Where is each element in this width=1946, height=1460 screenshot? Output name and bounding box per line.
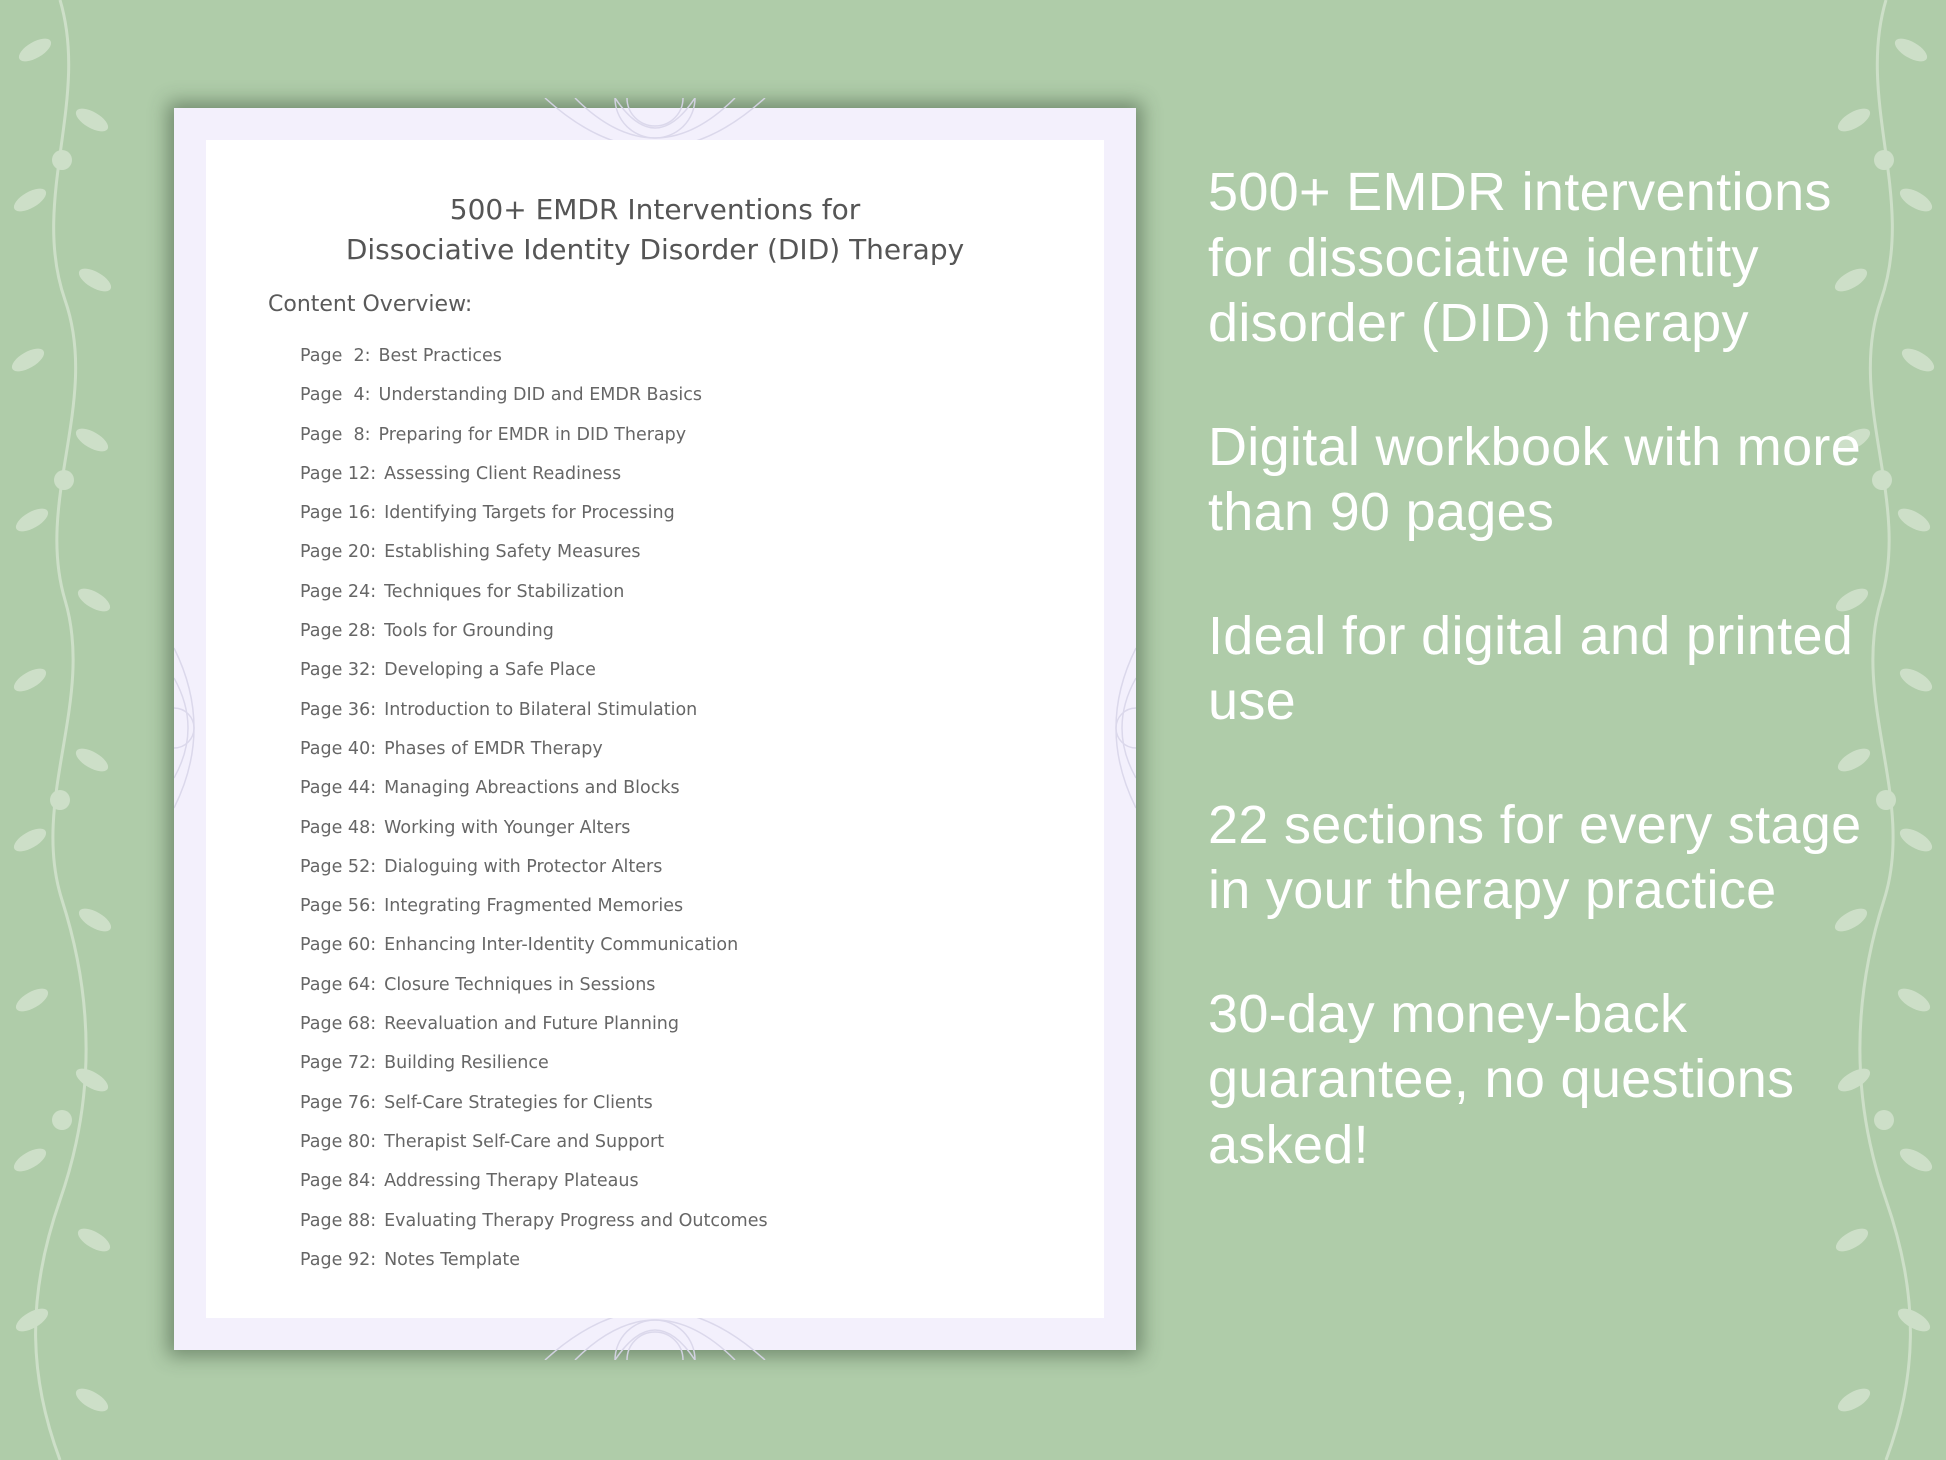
feature-list [1208, 160, 1908, 1236]
toc-page-number: Page 16: [300, 503, 377, 524]
document-title-line-1: 500+ EMDR Interventions for [449, 193, 861, 226]
toc-page-number: Page 24: [300, 581, 377, 602]
toc-item [300, 817, 768, 856]
feature-text: 500+ EMDR interventions for dissociative identity disorder (DID) therapy [1208, 162, 1832, 353]
document-title [206, 190, 1104, 270]
toc-section-title: Phases of EMDR Therapy [384, 738, 603, 759]
toc-item [300, 620, 768, 659]
toc-section-title: Integrating Fragmented Memories [384, 896, 684, 917]
toc-page-number: Page 68: [300, 1014, 377, 1035]
toc-item [300, 856, 768, 895]
content-overview-label: Content Overview: [268, 292, 473, 317]
toc-item [300, 1170, 768, 1209]
toc-item [300, 541, 768, 580]
toc-item [300, 738, 768, 777]
toc-section-title: Developing a Safe Place [384, 660, 596, 681]
toc-page-number: Page 88: [300, 1210, 377, 1231]
toc-item [300, 1131, 768, 1170]
toc-item [300, 777, 768, 816]
mandala-icon [505, 98, 805, 142]
toc-section-title: Managing Abreactions and Blocks [384, 778, 680, 799]
toc-item [300, 463, 768, 502]
toc-page-number: Page 44: [300, 778, 377, 799]
toc-section-title: Understanding DID and EMDR Basics [378, 385, 702, 406]
toc-page-number: Page 64: [300, 974, 377, 995]
toc-section-title: Therapist Self-Care and Support [384, 1131, 665, 1152]
document-content [206, 140, 1104, 1318]
toc-page-number: Page 8: [300, 424, 371, 445]
toc-item [300, 699, 768, 738]
toc-page-number: Page 80: [300, 1131, 377, 1152]
toc-section-title: Identifying Targets for Processing [384, 503, 675, 524]
toc-section-title: Techniques for Stabilization [384, 581, 625, 602]
table-of-contents [300, 345, 768, 1288]
feature-text: Ideal for digital and printed use [1208, 605, 1854, 731]
toc-page-number: Page 40: [300, 738, 377, 759]
toc-section-title: Dialoguing with Protector Alters [384, 856, 663, 877]
toc-page-number: Page 76: [300, 1092, 377, 1113]
toc-item [300, 581, 768, 620]
toc-item [300, 424, 768, 463]
toc-page-number: Page 60: [300, 935, 377, 956]
toc-page-number: Page 2: [300, 346, 371, 366]
vine-pattern-icon [0, 0, 130, 1460]
toc-page-number: Page 52: [300, 856, 377, 877]
toc-item [300, 1249, 768, 1288]
toc-section-title: Best Practices [378, 346, 502, 366]
toc-item [300, 384, 768, 423]
toc-item [300, 1210, 768, 1249]
toc-section-title: Evaluating Therapy Progress and Outcomes [384, 1210, 768, 1231]
toc-section-title: Working with Younger Alters [384, 817, 631, 838]
toc-section-title: Closure Techniques in Sessions [384, 974, 656, 995]
toc-page-number: Page 48: [300, 817, 377, 838]
feature-text: 22 sections for every stage in your therapy practice [1208, 794, 1862, 920]
mandala-icon [174, 608, 206, 848]
toc-section-title: Notes Template [384, 1249, 521, 1270]
toc-item [300, 659, 768, 698]
toc-section-title: Preparing for EMDR in DID Therapy [378, 424, 687, 445]
toc-item [300, 934, 768, 973]
toc-section-title: Tools for Grounding [384, 621, 554, 642]
document-page [174, 108, 1136, 1350]
toc-item [300, 502, 768, 541]
toc-page-number: Page 20: [300, 542, 377, 563]
toc-page-number: Page 92: [300, 1249, 377, 1270]
toc-item [300, 895, 768, 934]
toc-item [300, 345, 768, 384]
toc-page-number: Page 72: [300, 1053, 377, 1074]
toc-section-title: Introduction to Bilateral Stimulation [384, 699, 698, 720]
toc-item [300, 974, 768, 1013]
toc-page-number: Page 36: [300, 699, 377, 720]
toc-section-title: Establishing Safety Measures [384, 542, 641, 563]
document-title-line-2: Dissociative Identity Disorder (DID) Therapy [345, 233, 965, 266]
toc-page-number: Page 4: [300, 385, 371, 406]
mandala-icon [1104, 608, 1136, 848]
toc-item [300, 1092, 768, 1131]
toc-page-number: Page 28: [300, 621, 377, 642]
mandala-icon [505, 1316, 805, 1360]
toc-item [300, 1013, 768, 1052]
feature-text: 30-day money-back guarantee, no questions asked! [1208, 983, 1795, 1175]
toc-section-title: Assessing Client Readiness [384, 463, 622, 484]
toc-page-number: Page 12: [300, 463, 377, 484]
toc-section-title: Enhancing Inter-Identity Communication [384, 935, 739, 956]
toc-section-title: Building Resilience [384, 1053, 549, 1074]
feature-text: Digital workbook with more than 90 pages [1208, 416, 1862, 542]
toc-page-number: Page 84: [300, 1171, 377, 1192]
toc-page-number: Page 32: [300, 660, 377, 681]
toc-section-title: Self-Care Strategies for Clients [384, 1092, 653, 1113]
toc-item [300, 1052, 768, 1091]
toc-section-title: Addressing Therapy Plateaus [384, 1171, 639, 1192]
toc-section-title: Reevaluation and Future Planning [384, 1014, 680, 1035]
toc-page-number: Page 56: [300, 896, 377, 917]
